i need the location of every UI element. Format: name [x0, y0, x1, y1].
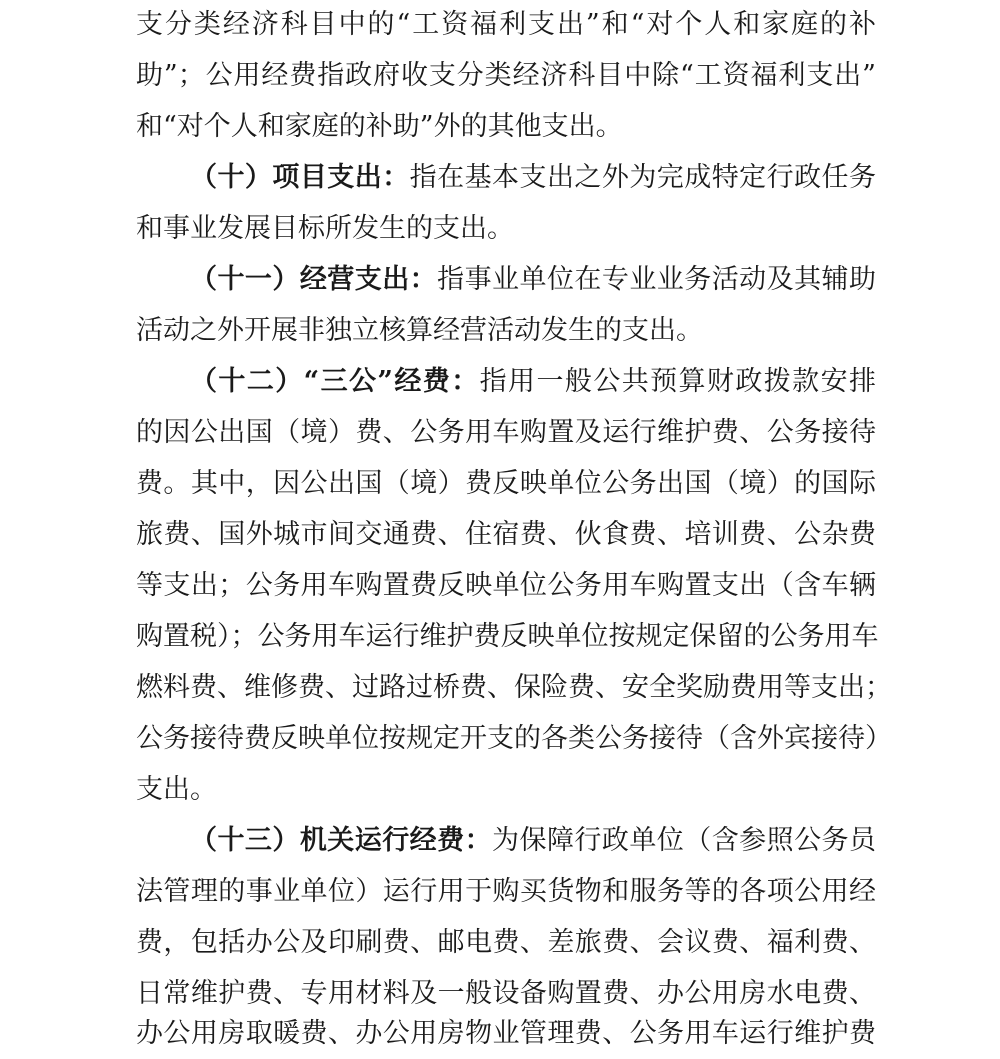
paragraph-line: [190, 153, 876, 203]
line-text: 购置税）；公务用车运行维护费反映单位按规定保留的公务用车: [136, 621, 879, 652]
paragraph-line: [136, 714, 892, 764]
line-text: 为保障行政单位（含参照公务员: [492, 825, 877, 856]
paragraph-line: [136, 459, 876, 509]
paragraph-line: [136, 1009, 876, 1059]
paragraph-line: [136, 510, 876, 560]
line-text: 公务接待费反映单位按规定开支的各类公务接待（含外宾接待）: [136, 723, 892, 754]
paragraph-line: [136, 612, 879, 662]
line-text: 指用一般公共预算财政拨款安排: [479, 366, 877, 397]
paragraph-line: [136, 561, 876, 611]
line-text: 燃料费、维修费、过路过桥费、保险费、安全奖励费用等支出；: [136, 672, 892, 703]
line-text: 等支出；公务用车购置费反映单位公务用车购置支出（含车辆: [136, 570, 876, 601]
paragraph-line: [190, 357, 876, 407]
line-text: 活动之外开展非独立核算经营活动发生的支出。: [136, 315, 703, 346]
line-text: 日常维护费、专用材料及一般设备购置费、办公用房水电费、: [136, 978, 876, 1009]
line-text: 办公用房取暖费、办公用房物业管理费、公务用车运行维护费: [136, 1018, 876, 1049]
item-heading: （十）项目支出：: [190, 162, 410, 193]
line-text: 支出。: [136, 774, 217, 805]
paragraph-line: [136, 918, 876, 968]
line-text: 助”；公用经费指政府收支分类经济科目中除“工资福利支出”: [136, 60, 876, 91]
paragraph-line: [136, 765, 876, 815]
line-text: 旅费、国外城市间交通费、住宿费、伙食费、培训费、公杂费: [136, 519, 876, 550]
paragraph-line: [136, 663, 892, 713]
paragraph-line: [136, 408, 876, 458]
line-text: 和“对个人和家庭的补助”外的其他支出。: [136, 111, 623, 142]
paragraph-line: [136, 306, 876, 356]
paragraph-line: [136, 204, 876, 254]
line-text: 指在基本支出之外为完成特定行政任务: [409, 162, 877, 193]
paragraph-line: [190, 255, 876, 305]
item-heading: （十二）“三公”经费：: [190, 366, 480, 397]
line-text: 法管理的事业单位）运行用于购买货物和服务等的各项公用经: [136, 876, 876, 907]
line-text: 费，包括办公及印刷费、邮电费、差旅费、会议费、福利费、: [136, 927, 876, 958]
line-text: 支分类经济科目中的“工资福利支出”和“对个人和家庭的补: [136, 9, 876, 40]
item-heading: （十三）机关运行经费：: [190, 825, 493, 856]
line-text: 指事业单位在专业业务活动及其辅助: [437, 264, 876, 295]
item-heading: （十一）经营支出：: [190, 264, 438, 295]
paragraph-line: [136, 51, 876, 101]
paragraph-line: [136, 102, 876, 152]
paragraph-line: [190, 816, 876, 866]
line-text: 和事业发展目标所发生的支出。: [136, 213, 514, 244]
paragraph-line: [136, 0, 876, 50]
line-text: 的因公出国（境）费、公务用车购置及运行维护费、公务接待: [136, 417, 876, 448]
line-text: 费。其中，因公出国（境）费反映单位公务出国（境）的国际: [136, 468, 876, 499]
paragraph-line: [136, 867, 876, 917]
